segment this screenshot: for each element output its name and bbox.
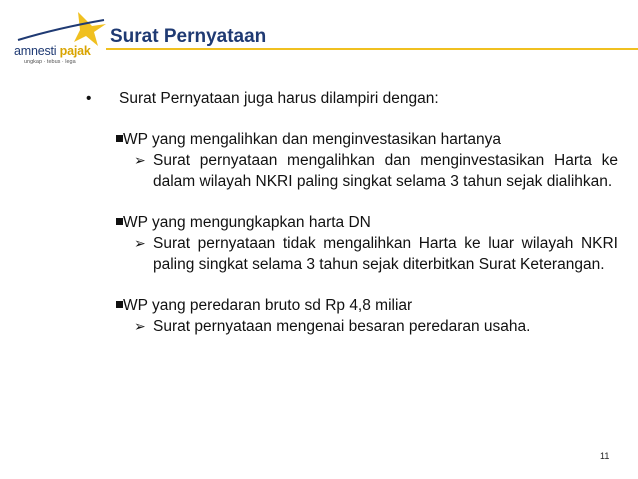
group-heading [86,295,618,316]
group-detail-text: Surat pernyataan mengenai besaran peredaran usaha. [153,318,531,335]
bullet-dot-icon: • [86,90,92,107]
page-number: 11 [600,451,610,461]
arrow-bullet-icon: ➢ [134,152,146,168]
group-heading [86,212,618,233]
slide-title: Surat Pernyataan [110,26,267,47]
group-detail [86,316,618,337]
arrow-bullet-icon: ➢ [134,318,146,334]
square-bullet-icon [116,135,123,142]
amnesti-pajak-logo [8,10,108,68]
group-detail [86,233,618,275]
group-detail-text: Surat pernyataan tidak mengalihkan Harta ke luar wilayah NKRI paling singkat selama 3 tahun sejak diterbitkan Surat Keterangan. [153,235,618,273]
logo-wordmark [14,44,91,58]
logo-word-amnesti: amnesti [14,44,57,58]
group-heading-text: WP yang mengalihkan dan menginvestasikan hartanya [123,131,501,148]
intro-bullet [86,88,618,109]
intro-text: Surat Pernyataan juga harus dilampiri dengan: [119,90,439,107]
square-bullet-icon [116,218,123,225]
slide-content [86,88,618,337]
logo-tagline: ungkap · tebus · lega [24,59,76,65]
group-heading-text: WP yang peredaran bruto sd Rp 4,8 miliar [123,297,413,314]
group-detail-text: Surat pernyataan mengalihkan dan menginvestasikan Harta ke dalam wilayah NKRI paling singkat selama 3 tahun sejak dialihkan. [153,152,618,190]
group-heading-text: WP yang mengungkapkan harta DN [123,214,371,231]
group-detail [86,150,618,192]
logo-word-pajak: pajak [59,44,91,58]
group-heading [86,129,618,150]
square-bullet-icon [116,301,123,308]
arrow-bullet-icon: ➢ [134,235,146,251]
title-underline [106,48,638,50]
